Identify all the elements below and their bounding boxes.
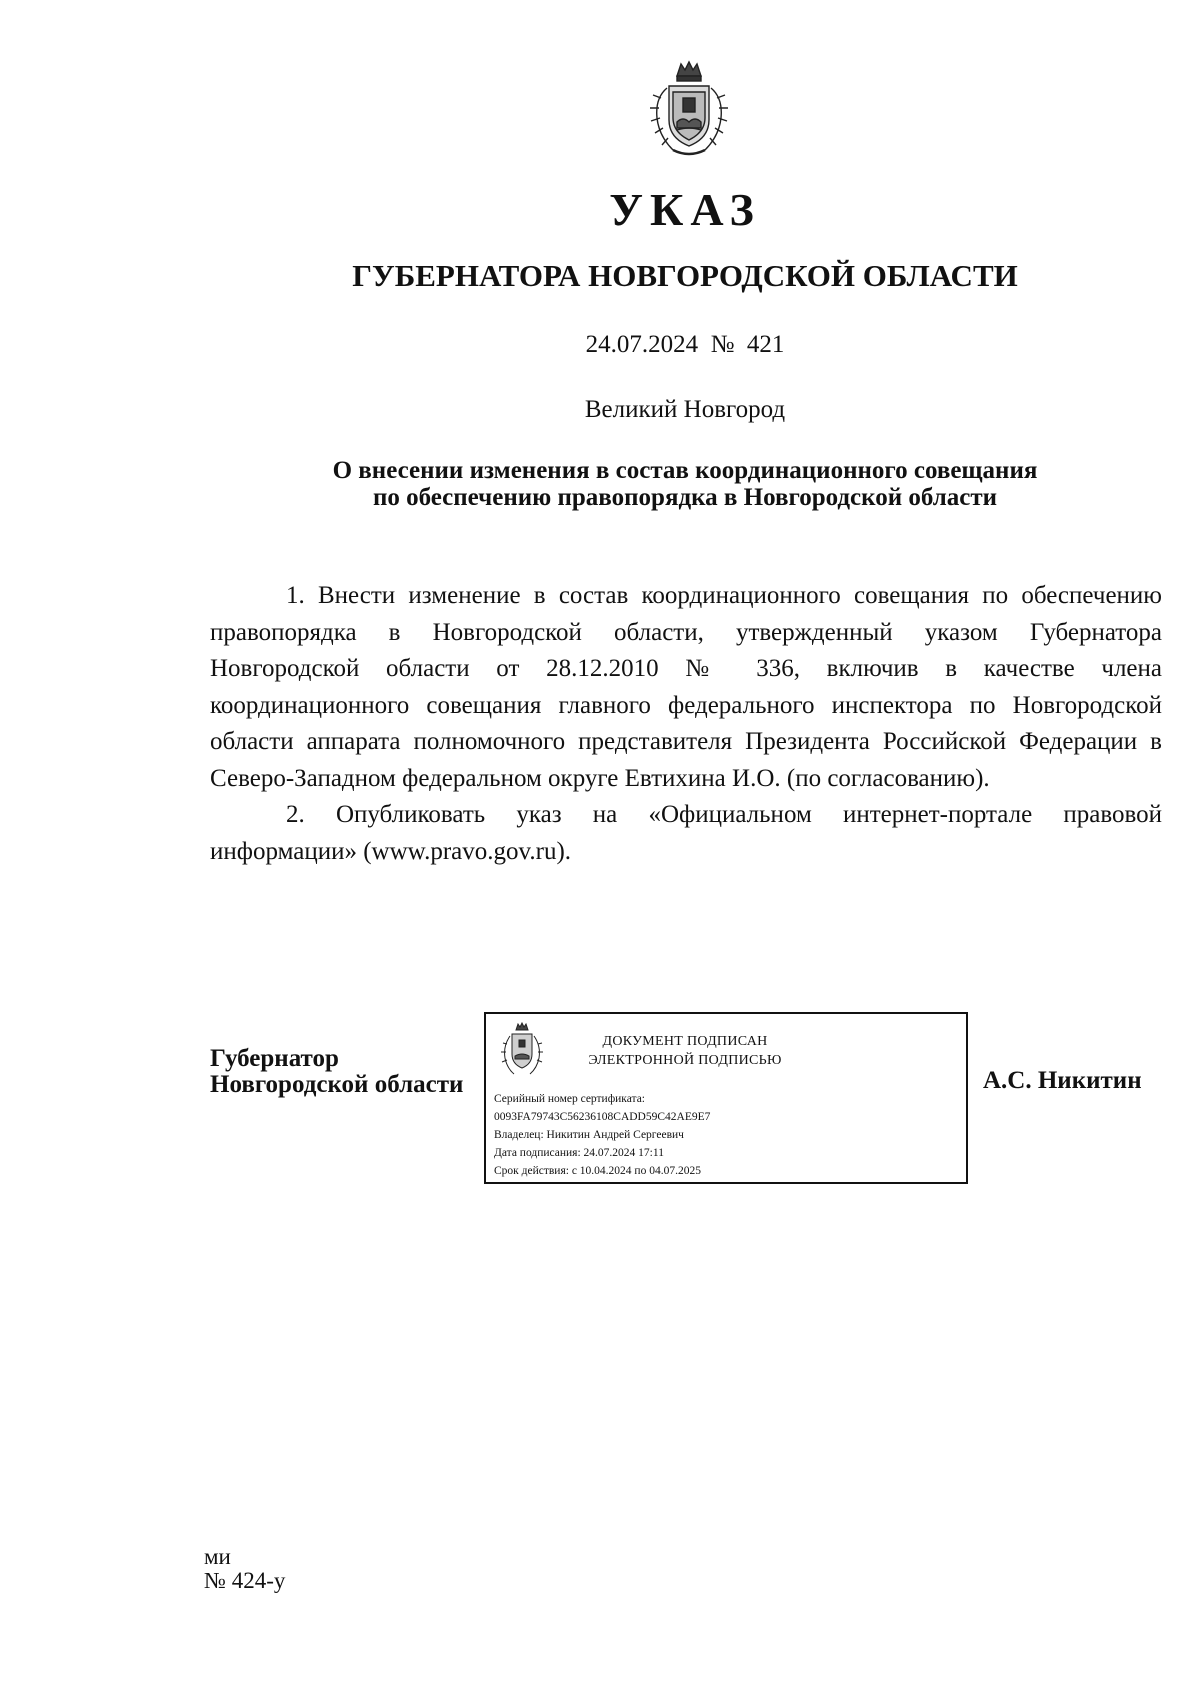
document-date: 24.07.2024 [585,331,699,358]
stamp-header-line-2: ЭЛЕКТРОННОЙ ПОДПИСЬЮ [588,1053,782,1068]
registration-number: № 424-у [204,1568,286,1593]
stamp-coat-of-arms-icon [498,1022,546,1078]
date-number-line [0,331,1200,359]
city-name: Великий Новгород [584,396,786,423]
certificate-validity: Срок действия: с 10.04.2024 по 04.07.2025 [494,1165,701,1177]
signer-position-line-2: Новгородской области [210,1071,464,1098]
stamp-details [494,1090,710,1180]
coat-of-arms-icon [643,58,735,160]
certificate-serial-value: 0093FA79743C56236108CADD59C42AE9E7 [494,1111,711,1123]
executor-initials: ми [204,1544,231,1569]
document-body [210,578,1162,870]
document-number: 421 [746,331,785,358]
document-subtitle: ГУБЕРНАТОРА НОВГОРОДСКОЙ ОБЛАСТИ [352,258,1018,293]
signer-name: А.С. Никитин [983,1067,1142,1094]
stamp-header-line-1: ДОКУМЕНТ ПОДПИСАН [602,1034,768,1049]
document-subject [0,457,1200,511]
signer-position [210,1046,463,1098]
certificate-serial-label: Серийный номер сертификата: [494,1093,645,1105]
electronic-signature-stamp [484,1012,968,1184]
document-title: УКАЗ [609,184,761,235]
registration-footer [204,1545,285,1593]
body-paragraph-1: 1. Внести изменение в состав координационного совещания по обеспечению правопорядка в Новгородской области, утвержденный указом Губернатора Новгородской области от 28.12.2010 № 336, включив в качестве члена координационного совещания главного федерального инспектора по Новгородской области аппарата полномочного представителя Президента Российской Федерации в Северо-Западном федеральном округе Евтихина И.О. (по согласованию). [210,582,1162,792]
body-paragraph-2: 2. Опубликовать указ на «Официальном интернет-портале правовой информации» (www.pravo.gov.ru). [210,801,1162,865]
subject-line-2: по обеспечению правопорядка в Новгородской области [372,484,998,511]
subject-line-1: О внесении изменения в состав координационного совещания [332,457,1038,484]
signing-date: Дата подписания: 24.07.2024 17:11 [494,1147,664,1159]
number-sign: № [710,331,735,358]
stamp-header [566,1032,804,1070]
signer-position-line-1: Губернатор [210,1045,339,1072]
certificate-owner: Владелец: Никитин Андрей Сергеевич [494,1129,684,1141]
